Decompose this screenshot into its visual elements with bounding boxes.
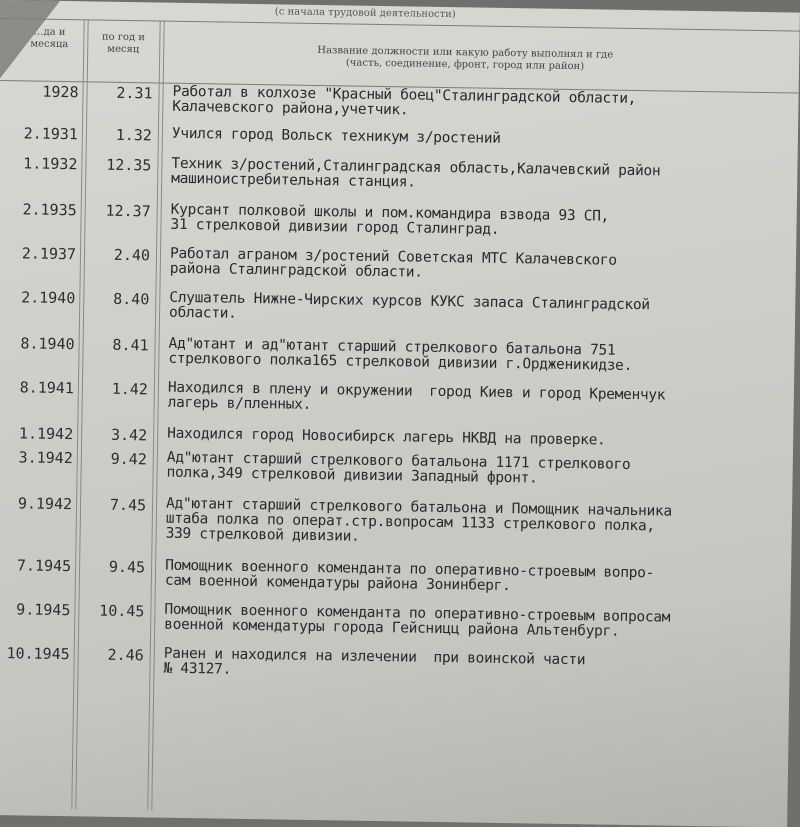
date-from: 1928: [42, 82, 79, 102]
table-row: [0, 600, 790, 640]
table-row: [0, 200, 797, 238]
date-from: 10.1945: [6, 644, 70, 664]
date-from: 9.1945: [16, 600, 71, 620]
date-to: 2.46: [107, 645, 144, 665]
position-text: Слушатель Нижне-Чирских курсов КУКС запаса Сталинградской области.: [168, 289, 650, 322]
date-to: 10.45: [99, 601, 145, 621]
date-to: 9.42: [110, 449, 147, 469]
position-text: Ранен и находился на излечении при воинской части № 43127.: [163, 645, 586, 678]
date-from: 1.1932: [23, 154, 78, 174]
date-from: 9.1942: [17, 494, 73, 514]
date-to: 12.37: [105, 201, 151, 221]
table-row: [0, 494, 792, 545]
position-text: Работал в колхозе "Красный боец"Сталинградской области, Калачевского района,учетчик.: [172, 83, 637, 119]
date-from: 2.1940: [21, 288, 76, 308]
date-to: 7.45: [109, 495, 147, 515]
date-from: 8.1941: [19, 378, 75, 398]
position-text: Ад"ютант старший стрелкового батальона и Помощник начальника штаба полка по операт.стр.вопросам 1133 стрелкового полка, 339 стрелковой дивизии.: [165, 495, 672, 545]
table-row: [0, 448, 793, 487]
top-rule: [0, 18, 800, 32]
date-from: 3.1942: [18, 448, 73, 468]
position-text: Учился город Вольск техникум з/ростений: [171, 125, 501, 147]
position-text: Техник з/ростений,Сталинградская область,Калачевский район машиноистребительная станция.: [171, 155, 661, 191]
position-text: Работал аграном з/ростений Советская МТС Калачевского района Сталинградской области.: [169, 245, 617, 281]
date-from: 2.1931: [23, 124, 79, 144]
date-from: 7.1945: [16, 556, 72, 576]
date-to: 8.41: [112, 335, 149, 355]
date-from: 2.1937: [21, 244, 77, 264]
position-text: Ад"ютант и ад"ютант старший стрелкового батальона 751 стрелкового полка165 стрелковой дивизии г.Орджeникидзе.: [168, 335, 633, 374]
col-header-from: …да и месяца: [30, 26, 69, 51]
position-text: Находился в плену и окружении город Киев и город Кременчук лагерь в/пленных.: [167, 379, 666, 413]
col-header-to: по год и месяц: [101, 31, 146, 56]
employment-table: [0, 82, 799, 678]
date-to: 1.32: [115, 125, 153, 145]
table-row: [0, 378, 794, 413]
date-to: 3.42: [110, 425, 148, 445]
date-to: 2.40: [113, 245, 151, 265]
table-row: [0, 154, 797, 191]
table-row: [0, 82, 799, 119]
position-text: Находился город Новосибирск лагерь НКВД на проверке.: [167, 425, 606, 449]
position-text: Ад"ютант старший стрелкового батальона 1171 стрелкового полка,349 стрелковой дивизии Западный фронт.: [166, 449, 631, 487]
position-text: Курсант полковой школы и пом.командира взвода 93 СП, 31 стрелковой дивизии город Сталинград.: [170, 201, 610, 238]
col-header-description: Название должности или какую работу выполнял и где (часть, соединение, фронт, город или район): [317, 44, 614, 73]
table-row: [0, 244, 796, 281]
table-row: [0, 644, 790, 678]
table-row: [0, 288, 795, 322]
date-to: 8.40: [113, 289, 150, 309]
table-row: [0, 124, 798, 147]
position-text: Помощник военного коменданта по оперативно-строевым вопро- сам военной комендатуры района Зонинберг.: [164, 557, 655, 595]
date-from: 8.1940: [20, 334, 75, 354]
date-from: 2.1935: [22, 200, 77, 220]
date-to: 1.42: [111, 379, 149, 399]
header-note: (с начала трудовой деятельности): [274, 6, 456, 21]
table-row: [0, 334, 795, 374]
table-row: [0, 424, 793, 449]
table-row: [0, 556, 791, 595]
position-text: Помощник военного коменданта по оперативно-строевым вопросам военной комендатуры города Гейсницц района Альтенбург.: [164, 601, 671, 640]
date-from: 1.1942: [18, 424, 74, 444]
date-to: 9.45: [108, 557, 146, 577]
date-to: 12.35: [106, 155, 152, 175]
date-to: 2.31: [116, 83, 153, 103]
